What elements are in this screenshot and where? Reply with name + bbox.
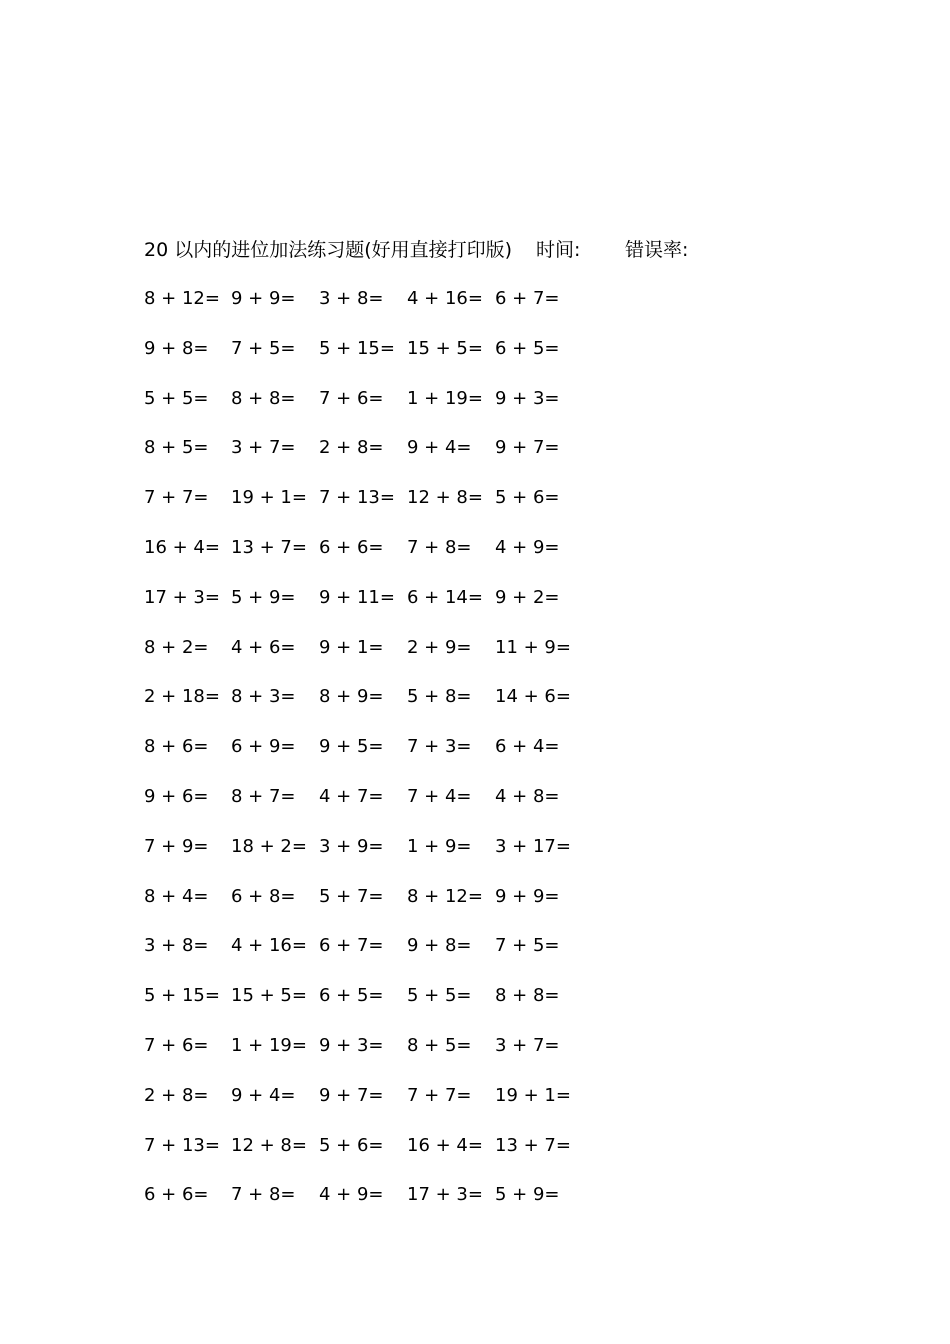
addition-problem: 6 + 6= [144,1184,209,1205]
addition-problem: 7 + 6= [319,388,384,409]
addition-problem: 9 + 6= [144,786,209,807]
addition-problem: 8 + 4= [144,886,209,907]
addition-problem: 9 + 1= [319,637,384,658]
problem-row [144,284,664,314]
problem-row [144,583,664,613]
problem-row [144,384,664,414]
addition-problem: 8 + 5= [407,1035,472,1056]
addition-problem: 3 + 9= [319,836,384,857]
addition-problem: 9 + 8= [144,338,209,359]
addition-problem: 7 + 9= [144,836,209,857]
addition-problem: 4 + 6= [231,637,296,658]
addition-problem: 5 + 15= [144,985,220,1006]
addition-problem: 8 + 8= [231,388,296,409]
problem-row [144,832,664,862]
addition-problem: 4 + 16= [231,935,307,956]
error-rate-label: 错误率: [625,239,689,261]
addition-problem: 6 + 7= [319,935,384,956]
addition-problem: 12 + 8= [231,1135,307,1156]
addition-problem: 15 + 5= [231,985,307,1006]
addition-problem: 8 + 7= [231,786,296,807]
problem-row [144,981,664,1011]
addition-problem: 9 + 4= [407,437,472,458]
addition-problem: 5 + 6= [495,487,560,508]
addition-problem: 17 + 3= [407,1184,483,1205]
addition-problem: 3 + 8= [319,288,384,309]
addition-problem: 4 + 9= [495,537,560,558]
addition-problem: 8 + 9= [319,686,384,707]
addition-problem: 9 + 5= [319,736,384,757]
addition-problem: 5 + 6= [319,1135,384,1156]
addition-problem: 12 + 8= [407,487,483,508]
addition-problem: 9 + 9= [495,886,560,907]
addition-problem: 16 + 4= [407,1135,483,1156]
addition-problem: 7 + 8= [231,1184,296,1205]
addition-problem: 9 + 9= [231,288,296,309]
addition-problem: 9 + 3= [319,1035,384,1056]
addition-problem: 5 + 15= [319,338,395,359]
addition-problem: 4 + 16= [407,288,483,309]
problem-row [144,1081,664,1111]
addition-problem: 16 + 4= [144,537,220,558]
addition-problem: 7 + 4= [407,786,472,807]
addition-problem: 4 + 8= [495,786,560,807]
problem-row [144,732,664,762]
addition-problem: 5 + 7= [319,886,384,907]
addition-problem: 1 + 19= [407,388,483,409]
addition-problem: 3 + 7= [231,437,296,458]
addition-problem: 6 + 8= [231,886,296,907]
addition-problem: 7 + 7= [144,487,209,508]
addition-problem: 4 + 9= [319,1184,384,1205]
addition-problem: 5 + 5= [407,985,472,1006]
addition-problem: 9 + 2= [495,587,560,608]
addition-problem: 3 + 7= [495,1035,560,1056]
addition-problem: 5 + 9= [495,1184,560,1205]
addition-problem: 7 + 6= [144,1035,209,1056]
addition-problem: 14 + 6= [495,686,571,707]
addition-problem: 9 + 7= [319,1085,384,1106]
addition-problem: 8 + 3= [231,686,296,707]
addition-problem: 8 + 8= [495,985,560,1006]
problem-row [144,1131,664,1161]
addition-problem: 7 + 8= [407,537,472,558]
addition-problem: 8 + 6= [144,736,209,757]
addition-problem: 3 + 17= [495,836,571,857]
addition-problem: 8 + 2= [144,637,209,658]
problem-row [144,1031,664,1061]
addition-problem: 11 + 9= [495,637,571,658]
addition-problem: 7 + 13= [319,487,395,508]
problem-row [144,433,664,463]
problem-row [144,882,664,912]
addition-problem: 9 + 7= [495,437,560,458]
addition-problem: 7 + 3= [407,736,472,757]
addition-problem: 7 + 7= [407,1085,472,1106]
addition-problem: 6 + 7= [495,288,560,309]
addition-problem: 19 + 1= [231,487,307,508]
addition-problem: 9 + 11= [319,587,395,608]
addition-problem: 13 + 7= [495,1135,571,1156]
addition-problem: 6 + 5= [495,338,560,359]
addition-problem: 3 + 8= [144,935,209,956]
problem-row [144,633,664,663]
time-label: 时间: [536,239,581,261]
addition-problem: 6 + 5= [319,985,384,1006]
addition-problem: 7 + 13= [144,1135,220,1156]
addition-problem: 5 + 9= [231,587,296,608]
addition-problem: 8 + 12= [144,288,220,309]
problem-row [144,931,664,961]
addition-problem: 7 + 5= [495,935,560,956]
addition-problem: 9 + 8= [407,935,472,956]
addition-problem: 1 + 19= [231,1035,307,1056]
addition-problem: 4 + 7= [319,786,384,807]
problem-row [144,334,664,364]
addition-problem: 2 + 8= [319,437,384,458]
addition-problem: 2 + 9= [407,637,472,658]
addition-problem: 9 + 4= [231,1085,296,1106]
problem-row [144,1180,664,1210]
addition-problem: 6 + 4= [495,736,560,757]
addition-problem: 6 + 6= [319,537,384,558]
addition-problem: 2 + 18= [144,686,220,707]
addition-problem: 5 + 5= [144,388,209,409]
addition-problem: 2 + 8= [144,1085,209,1106]
addition-problem: 17 + 3= [144,587,220,608]
addition-problem: 5 + 8= [407,686,472,707]
addition-problem: 18 + 2= [231,836,307,857]
addition-problem: 15 + 5= [407,338,483,359]
worksheet-title: 20 以内的进位加法练习题(好用直接打印版) [144,239,513,261]
addition-problem: 8 + 5= [144,437,209,458]
problem-row [144,682,664,712]
addition-problem: 19 + 1= [495,1085,571,1106]
problem-row [144,533,664,563]
problem-row [144,483,664,513]
addition-problem: 6 + 9= [231,736,296,757]
addition-problem: 7 + 5= [231,338,296,359]
problem-row [144,782,664,812]
addition-problem: 1 + 9= [407,836,472,857]
addition-problem: 13 + 7= [231,537,307,558]
addition-problem: 6 + 14= [407,587,483,608]
addition-problem: 8 + 12= [407,886,483,907]
addition-problem: 9 + 3= [495,388,560,409]
